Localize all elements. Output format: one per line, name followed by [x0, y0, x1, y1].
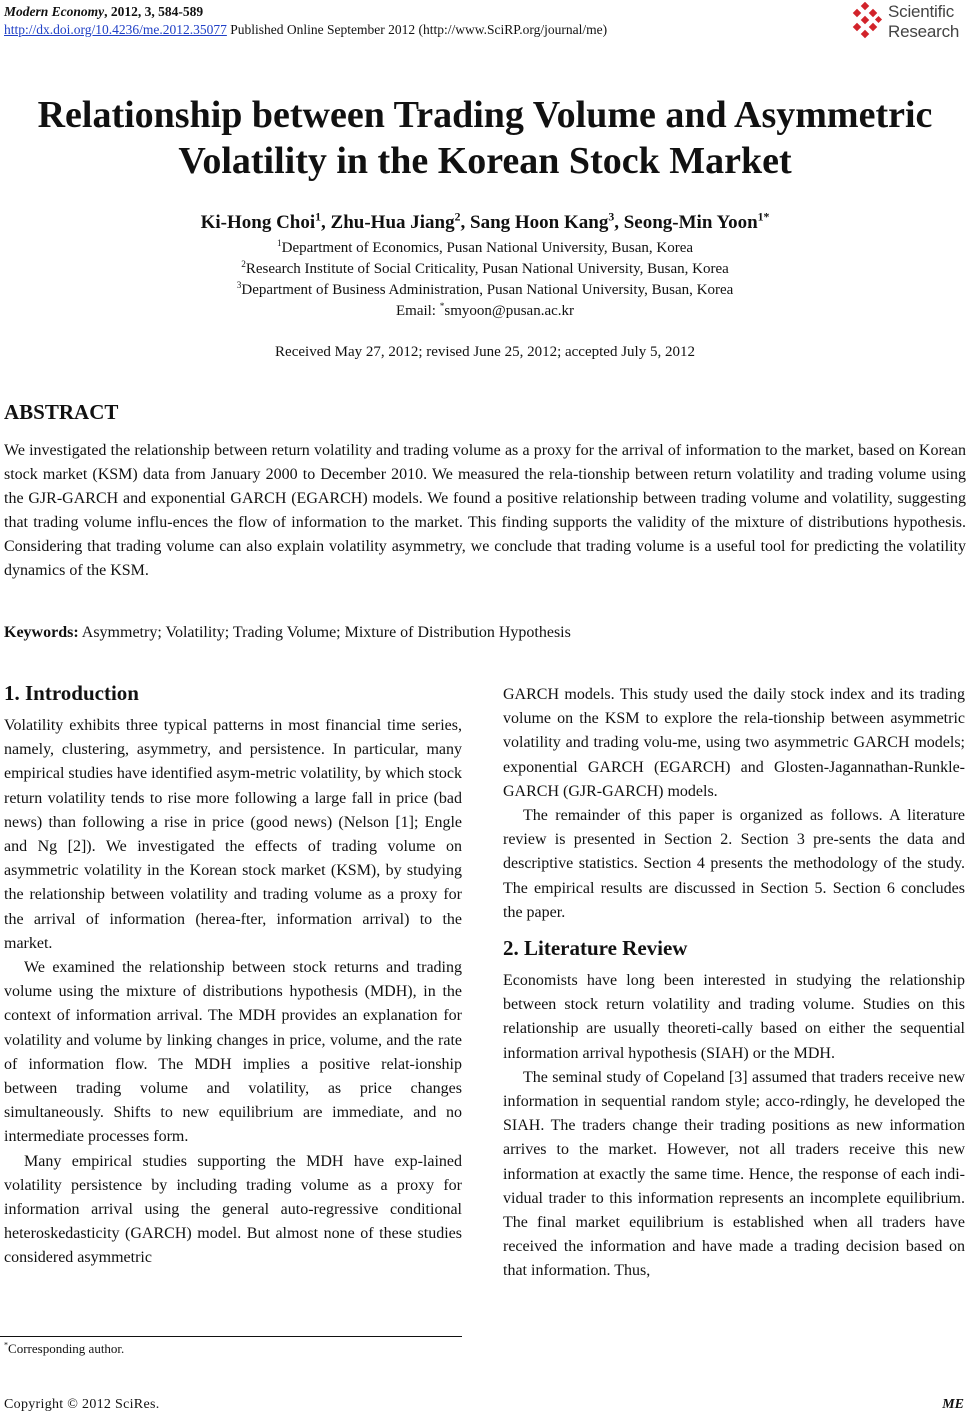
journal-name: Modern Economy: [4, 4, 105, 19]
scirp-logo: [848, 2, 970, 44]
affiliation-1-text: Department of Economics, Pusan National University, Busan, Korea: [281, 240, 694, 256]
keywords-text: Asymmetry; Volatility; Trading Volume; Mixture of Distribution Hypothesis: [78, 624, 571, 641]
footnote-divider: [0, 1336, 462, 1337]
footnote-sup: *: [4, 1340, 9, 1350]
right-column: [503, 683, 965, 1284]
title-line-1: Relationship between Trading Volume and Asymmetric: [37, 94, 933, 136]
affiliation-1: [0, 240, 970, 257]
section-2-paragraph-2: The seminal study of Copeland [3] assumed that traders receive new information in sequential random style; acco-rdingly, he developed the SIAH. The traders change their trading positions as new information arrives to the market. However, not all traders receive this new information at exactly the same time. Hence, the response of each indi-vidual trader to this information represents an incomplete equilibrium. The final market equilibrium is established when all traders have received the information and have made a trading decision based on that information. Thus,: [503, 1068, 965, 1280]
logo-text-scientific: Scientific: [888, 2, 955, 21]
author-4-sup: 1*: [757, 210, 770, 224]
published-info: Published Online September 2012 (http://www.SciRP.org/journal/me): [226, 22, 608, 37]
author-1: Ki-Hong Choi: [200, 212, 316, 233]
author-2: , Zhu-Hua Jiang: [321, 212, 455, 233]
abstract-heading: ABSTRACT: [4, 400, 119, 424]
right-paragraph-1: GARCH models. This study used the daily stock index and its trading volume on the KSM to explore the rela-tionship between asymmetric volatility and trading volu-me, using two asymmetric GARCH models; exponential GARCH (EGARCH) and Glosten-Jagannathan-Runkle-GARCH (GJR-GARCH) models.: [503, 686, 965, 800]
section-1-paragraph-2: We examined the relationship between stock returns and trading volume using the mixture of distributions hypothesis (MDH), in the context of information arrival. The MDH provides an explanation for volatility and volume by linking changes in price, volume, and the rate of information flow. The MDH implies a positive relat-ionship between trading volume and volatility, as price changes simultaneously. Shifts to new equilibrium are immediate, and no intermediate processes form.: [4, 959, 462, 1146]
email-label: Email:: [395, 303, 440, 319]
section-2-heading: 2. Literature Review: [503, 936, 688, 961]
section-2-paragraph-1: Economists have long been interested in studying the relationship between stock return volatility and trading volume. Studies on this relationship are usually theoreti-cally based on either the sequential information arrival hypothesis (SIAH) or the MDH.: [503, 972, 965, 1062]
author-2-sup: 2: [454, 210, 461, 224]
affiliation-3-text: Department of Business Administration, Pusan National University, Busan, Korea: [241, 282, 734, 298]
footnote-text: Corresponding author.: [8, 1341, 125, 1356]
section-1-paragraph-1: Volatility exhibits three typical patterns in most financial time series, namely, clustering, asymmetry, and persistence. In particular, many empirical studies have identified asym-metric volatility, by which stock return volatility tends to rise more following a large fall in price (bad news) than following a rise in price (good news) (Nelson [1]; Engle and Ng [2]). We investigated the effects of trading volume on asymmetric volatility in the Korean stock market (KSM), by studying the relationship between volatility and trading volume as a proxy for the arrival of information (herea-fter, information arrival) to the market.: [4, 717, 462, 952]
doi-link[interactable]: http://dx.doi.org/10.4236/me.2012.35077: [4, 22, 227, 37]
logo-text-research: Research: [888, 22, 960, 41]
affiliation-2: [0, 261, 970, 278]
title-line-2: Volatility in the Korean Stock Market: [178, 140, 792, 182]
email-address[interactable]: smyoon@pusan.ac.kr: [444, 303, 575, 319]
journal-volume: , 2012, 3, 584-589: [104, 4, 204, 19]
affiliation-3-sup: 3: [236, 281, 242, 291]
keywords-label: Keywords:: [4, 624, 79, 641]
abstract-body: We investigated the relationship between return volatility and trading volume as a proxy for the arrival of information to the market, based on Korean stock market (KSM) data from January 2000 to December 2010. We measured the rela-tionship between return volatility and trading volume using the GJR-GARCH and exponential GARCH (EGARCH) models. We found a positive relationship between trading volume and volatility, suggesting that trading volume influ-ences the flow of information to the market. This finding supports the validity of the mixture of distributions hypothesis. Considering that trading volume can also explain volatility asymmetry, we conclude that trading volume is a useful tool for predicting the volatility dynamics of the KSM.: [4, 442, 966, 579]
email-sup: *: [439, 302, 445, 312]
author-3-sup: 3: [608, 210, 615, 224]
author-list: [0, 212, 970, 234]
received-dates: Received May 27, 2012; revised June 25, 2012; accepted July 5, 2012: [275, 344, 695, 360]
left-column: [4, 680, 462, 1271]
journal-abbreviation: ME: [942, 1397, 964, 1412]
author-4: , Seong-Min Yoon: [614, 212, 758, 233]
affiliation-3: [0, 282, 970, 299]
doi-line: [4, 22, 607, 38]
keywords: [4, 624, 571, 642]
section-1-paragraph-3: Many empirical studies supporting the MDH have exp-lained volatility persistence by including trading volume as a proxy for information arrival using the general auto-regressive conditional heteroskedasticity (GARCH) model. But almost none of these studies considered asymmetric: [4, 1152, 462, 1267]
paper-title: [0, 92, 970, 184]
section-1-heading: 1. Introduction: [4, 681, 139, 705]
copyright: Copyright © 2012 SciRes.: [4, 1397, 160, 1412]
journal-citation: [4, 4, 203, 20]
footnote: [4, 1341, 124, 1357]
author-3: , Sang Hoon Kang: [460, 212, 609, 233]
affiliation-2-sup: 2: [241, 260, 246, 270]
author-1-sup: 1: [315, 210, 322, 224]
email-line: [0, 303, 970, 320]
affiliation-1-sup: 1: [276, 239, 282, 249]
scirp-logo-mark-icon: [848, 2, 884, 42]
right-paragraph-2: The remainder of this paper is organized as follows. A literature review is presented in Section 2. Section 3 pre-sents the data and descriptive statistics. Section 4 presents the methodology of the study. The empirical results are discussed in Section 5. Section 6 concludes the paper.: [503, 807, 965, 921]
affiliation-2-text: Research Institute of Social Criticality, Pusan National University, Busan, Korea: [245, 261, 729, 277]
